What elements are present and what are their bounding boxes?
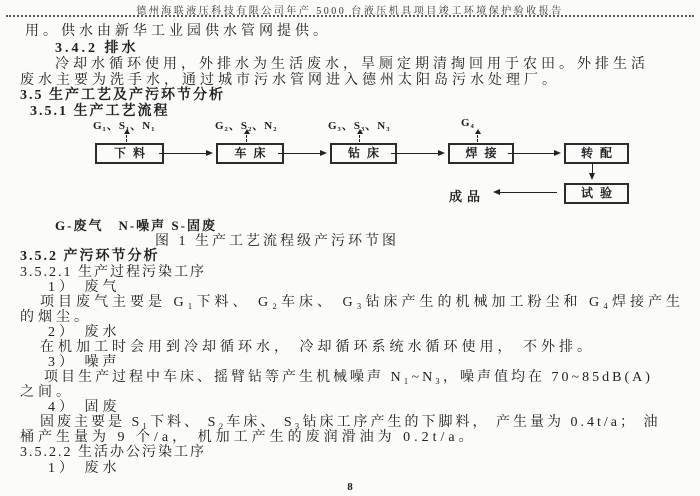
para-waste-gas-line1: 项目废气主要是 G₁下料、 G₂车床、 G₃钻床产生的机械加工粉尘和 G₄焊接产生 — [40, 295, 684, 310]
heading-3-5: 3.5 生产工艺及产污环节分析 — [20, 88, 225, 103]
flow-legend: G-废气 N-噪声 S-固废 — [55, 218, 217, 233]
pollutant-label-welding: G₄ — [461, 117, 475, 129]
arrow-up-dashed-icon — [246, 131, 247, 142]
header-divider — [6, 15, 694, 17]
page-number: 8 — [347, 481, 353, 493]
para-waste-gas-line2: 的烟尘。 — [20, 310, 92, 325]
para-water-supply: 用。供水由新华工业园供水管网提供。 — [25, 24, 331, 39]
flow-node-drill: 钻床 — [330, 143, 397, 164]
process-flow-diagram — [0, 115, 700, 215]
heading-3-5-2-2: 3.5.2.2 生活办公污染工序 — [20, 445, 206, 460]
para-solid-waste-line2: 桶产生量为 9 个/a， 机加工产生的废润滑油为 0.2t/a。 — [20, 430, 477, 445]
para-drainage-line1: 冷却水循环使用，外排水为生活废水，旱厕定期清掏回用于农田。外排生活 — [55, 57, 649, 72]
para-noise-line2: 之间。 — [20, 385, 74, 400]
flow-node-test: 试验 — [564, 183, 629, 204]
heading-3-4-2: 3.4.2 排水 — [55, 41, 139, 56]
item-domestic-waste-water: 1） 废水 — [48, 461, 121, 476]
heading-3-5-2: 3.5.2 产污环节分析 — [20, 249, 160, 264]
flow-product-label: 成品 — [449, 189, 486, 204]
pollutant-label-lathe: G₂、S₂、N₂ — [215, 120, 278, 132]
figure-caption: 图 1 生产工艺流程级产污环节图 — [155, 234, 399, 249]
item-noise: 3） 噪声 — [48, 355, 121, 370]
flow-node-assembly: 转配 — [564, 143, 629, 164]
arrow-right-icon — [391, 153, 441, 154]
para-noise-line1: 项目生产过程中车床、摇臂钻等产生机械噪声 N₁~N₃，噪声值均在 70~85dB(A) — [44, 370, 653, 385]
item-waste-gas: 1） 废气 — [48, 280, 121, 295]
para-waste-water: 在机加工时会用到冷却循环水， 冷却循环系统水循环使用， 不外排。 — [40, 340, 595, 355]
para-drainage-line2: 废水主要为洗手水，通过城市污水管网进入德州太阳岛污水处理厂。 — [20, 73, 560, 88]
heading-3-5-1: 3.5.1 生产工艺流程 — [30, 104, 170, 119]
item-waste-water: 2） 废水 — [48, 325, 121, 340]
para-solid-waste-line1: 固废主要是 S₁下料、 S₂车床、 S₃钻床工序产生的下脚料， 产生量为 0.4t/a； 油 — [40, 415, 661, 430]
item-solid-waste: 4） 固废 — [48, 400, 121, 415]
pollutant-label-drill: G₃、S₃、N₃ — [328, 120, 391, 132]
pollutant-label-blanking: G₁、S₁、N₁ — [93, 120, 156, 132]
page-header-title: 德州海联液压科技有限公司年产 5000 台液压机具项目竣工环境保护验收报告 — [136, 6, 564, 17]
arrow-right-icon — [508, 153, 557, 154]
arrow-left-icon — [497, 192, 557, 193]
flow-node-blanking: 下料 — [95, 143, 164, 164]
flow-node-welding: 焊接 — [448, 143, 514, 164]
heading-3-5-2-1: 3.5.2.1 生产过程污染工序 — [20, 265, 206, 280]
arrow-right-icon — [159, 153, 209, 154]
arrow-up-dashed-icon — [477, 131, 478, 142]
arrow-up-dashed-icon — [359, 131, 360, 142]
flow-node-lathe: 车床 — [216, 143, 284, 164]
arrow-down-icon — [592, 164, 593, 176]
arrow-right-icon — [278, 153, 323, 154]
arrow-up-dashed-icon — [126, 131, 127, 142]
